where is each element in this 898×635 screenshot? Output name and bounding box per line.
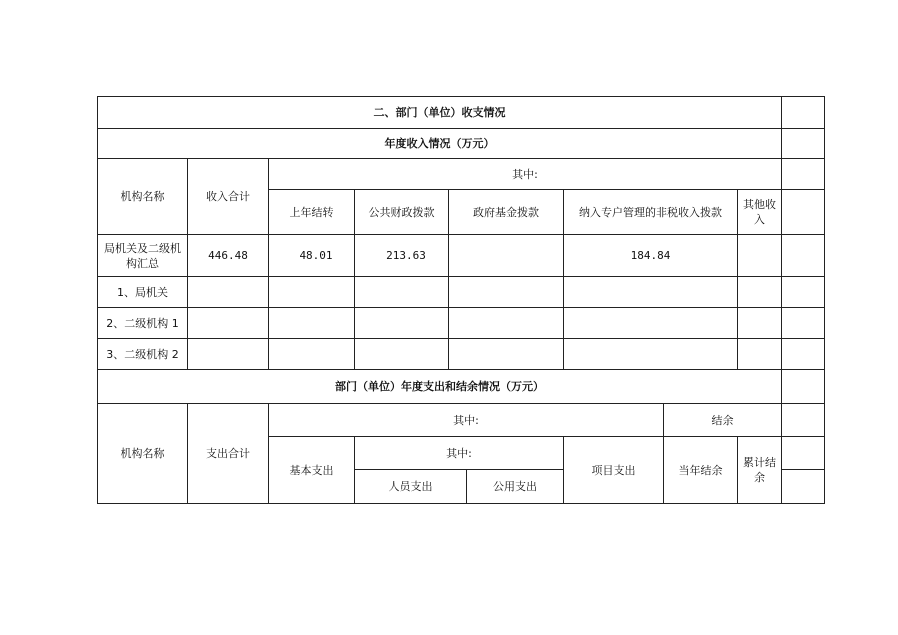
table-row [98, 339, 825, 370]
expense-among-header: 其中: [269, 404, 664, 437]
gov-fund-cell [449, 308, 564, 339]
section-title-row [98, 97, 825, 129]
income-expense-table [97, 96, 825, 504]
section-title: 二、部门（单位）收支情况 [98, 97, 782, 129]
carryover-cell [269, 339, 355, 370]
other-income-cell [738, 277, 782, 308]
side-cell [782, 370, 825, 404]
expense-among-sub-header: 其中: [355, 437, 564, 470]
balance-header: 结余 [664, 404, 782, 437]
income-org-name-header: 机构名称 [98, 159, 188, 235]
other-income-cell [738, 308, 782, 339]
income-title: 年度收入情况（万元） [98, 129, 782, 159]
side-cell [782, 129, 825, 159]
side-cell [782, 339, 825, 370]
table-row [98, 277, 825, 308]
current-balance-header: 当年结余 [664, 437, 738, 504]
side-cell [782, 437, 825, 470]
basic-expense-header: 基本支出 [269, 437, 355, 504]
table-row [98, 235, 825, 277]
income-among-header: 其中: [269, 159, 782, 190]
gov-fund-cell [449, 235, 564, 277]
carryover-cell: 48.01 [269, 235, 355, 277]
side-cell [782, 277, 825, 308]
side-cell [782, 190, 825, 235]
income-total-cell [188, 339, 269, 370]
side-cell [782, 308, 825, 339]
income-total-header: 收入合计 [188, 159, 269, 235]
cumulative-balance-header: 累计结余 [738, 437, 782, 504]
expense-title-row [98, 370, 825, 404]
non-tax-header: 纳入专户管理的非税收入拨款 [564, 190, 738, 235]
public-fiscal-cell [355, 308, 449, 339]
side-cell [782, 404, 825, 437]
other-income-header: 其他收入 [738, 190, 782, 235]
public-fiscal-cell [355, 277, 449, 308]
project-expense-header: 项目支出 [564, 437, 664, 504]
other-income-cell [738, 339, 782, 370]
carryover-header: 上年结转 [269, 190, 355, 235]
expense-total-header: 支出合计 [188, 404, 269, 504]
income-total-cell [188, 308, 269, 339]
public-use-expense-header: 公用支出 [467, 470, 564, 504]
income-title-row [98, 129, 825, 159]
org-name-cell: 2、二级机构 1 [98, 308, 188, 339]
carryover-cell [269, 277, 355, 308]
carryover-cell [269, 308, 355, 339]
side-cell [782, 159, 825, 190]
other-income-cell [738, 235, 782, 277]
non-tax-cell [564, 339, 738, 370]
public-fiscal-cell [355, 339, 449, 370]
non-tax-cell: 184.84 [564, 235, 738, 277]
public-fiscal-cell: 213.63 [355, 235, 449, 277]
income-total-cell [188, 277, 269, 308]
gov-fund-cell [449, 277, 564, 308]
personnel-expense-header: 人员支出 [355, 470, 467, 504]
expense-header-row-1 [98, 404, 825, 437]
income-total-cell: 446.48 [188, 235, 269, 277]
org-name-cell: 3、二级机构 2 [98, 339, 188, 370]
income-header-row-1 [98, 159, 825, 190]
non-tax-cell [564, 308, 738, 339]
side-cell [782, 470, 825, 504]
gov-fund-cell [449, 339, 564, 370]
public-fiscal-header: 公共财政拨款 [355, 190, 449, 235]
side-cell [782, 235, 825, 277]
gov-fund-header: 政府基金拨款 [449, 190, 564, 235]
expense-org-name-header: 机构名称 [98, 404, 188, 504]
org-name-cell: 局机关及二级机构汇总 [98, 235, 188, 277]
non-tax-cell [564, 277, 738, 308]
table-row [98, 308, 825, 339]
expense-title: 部门（单位）年度支出和结余情况（万元） [98, 370, 782, 404]
side-cell [782, 97, 825, 129]
org-name-cell: 1、局机关 [98, 277, 188, 308]
